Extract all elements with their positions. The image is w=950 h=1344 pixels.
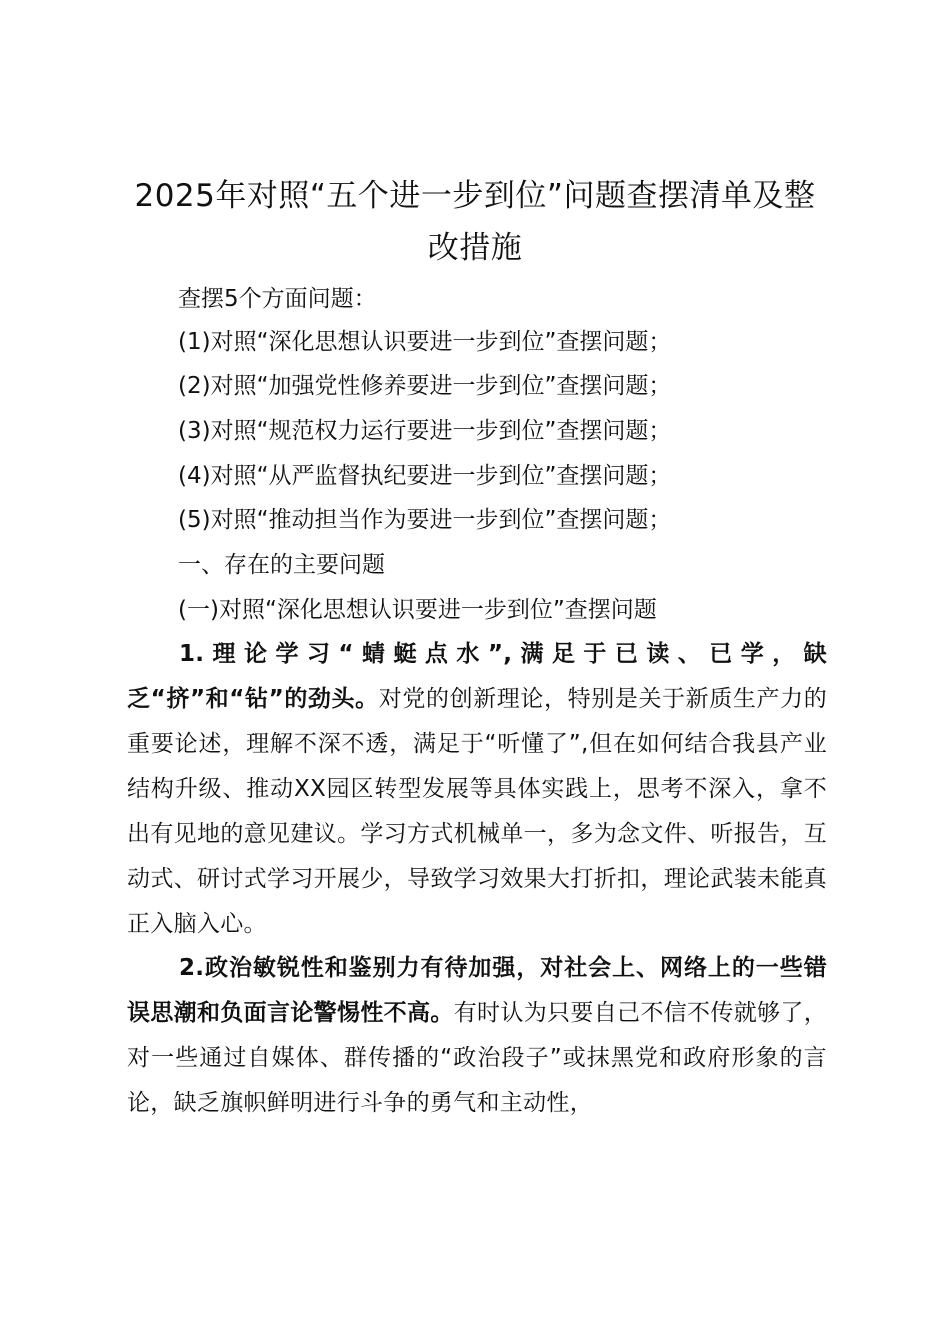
section-heading: 一、存在的主要问题 (178, 552, 385, 578)
list-item: (5)对照“推动担当作为要进一步到位”查摆问题； (178, 507, 672, 533)
list-item: (1)对照“深化思想认识要进一步到位”查摆问题； (178, 329, 672, 355)
list-item: (2)对照“加强党性修养要进一步到位”查摆问题； (178, 373, 672, 399)
intro-line: 查摆5个方面问题： (178, 286, 377, 312)
list-item: (4)对照“从严监督执纪要进一步到位”查摆问题； (178, 463, 672, 489)
list-item: (3)对照“规范权力运行要进一步到位”查摆问题； (178, 418, 672, 444)
subsection-heading: (一)对照“深化思想认识要进一步到位”查摆问题 (178, 597, 657, 623)
document-title: 2025年对照“五个进一步到位”问题查摆清单及整改措施 (134, 178, 816, 266)
paragraph-lead: 1.理论学习“蜻蜓点水”,满足于已读、已学，缺乏“挤”和“钻”的劲头。 (127, 641, 827, 712)
paragraph-body: 对党的创新理论，特别是关于新质生产力的重要论述，理解不深不透，满足于“听懂了”,但在如何结合我县产业结构升级、推动XX园区转型发展等具体实践上，思考不深入，拿不出有见地的意见建议。学习方式机械单一，多为念文件、听报告，互动式、研讨式学习开展少，导致学习效果大打折扣，理论武装未能真正入脑入心。 (127, 686, 827, 937)
paragraph-body: 有时认为只要自己不信不传就够了，对一些通过自媒体、群传播的“政治段子”或抹黑党和政府形象的言论，缺乏旗帜鲜明进行斗争的勇气和主动性， (127, 1000, 827, 1116)
paragraph-lead: 2.政治敏锐性和鉴别力有待加强，对社会上、网络上的一些错误思潮和负面言论警惕性不高。 (127, 955, 827, 1026)
paragraph-2 (127, 946, 827, 1126)
paragraph-1 (127, 632, 827, 947)
